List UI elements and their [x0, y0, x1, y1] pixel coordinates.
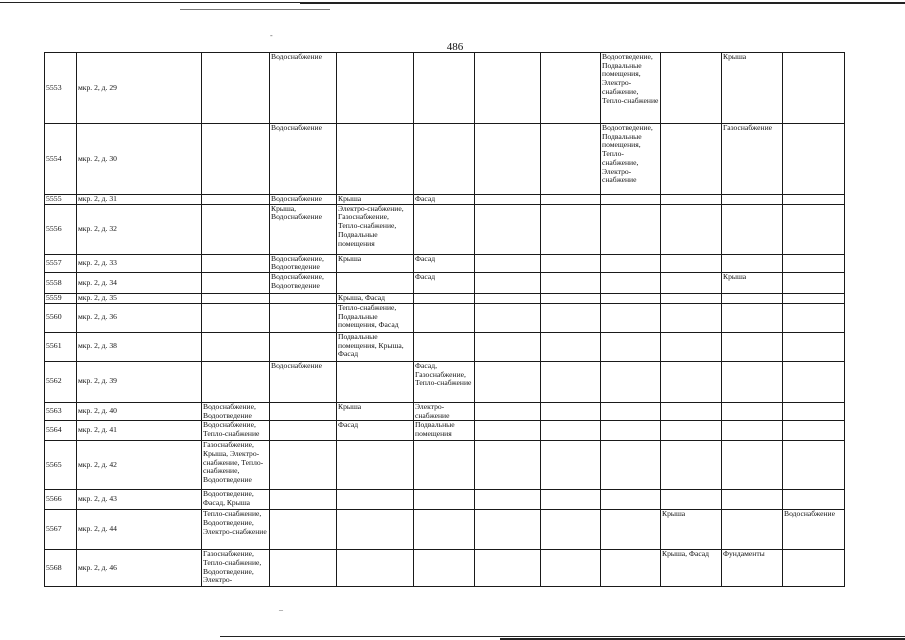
address-cell: мкр. 2, д. 30: [77, 124, 202, 195]
work-type-cell: [202, 195, 270, 205]
work-type-cell: Крыша: [337, 402, 414, 420]
work-type-cell: Газоснабжение: [722, 124, 783, 195]
work-type-cell: Фасад: [337, 421, 414, 441]
work-type-cell: [270, 303, 337, 332]
work-type-cell: [337, 273, 414, 294]
work-type-cell: [601, 441, 661, 490]
table-row: [45, 53, 845, 124]
work-type-cell: [475, 124, 541, 195]
table-row: [45, 195, 845, 205]
row-number-cell: 5555: [45, 195, 77, 205]
work-type-cell: [270, 441, 337, 490]
work-type-cell: [202, 303, 270, 332]
work-type-cell: [541, 303, 601, 332]
table-row: [45, 204, 845, 254]
work-type-cell: [414, 441, 475, 490]
work-type-cell: Фасад, Газоснабжение, Тепло-снабжение: [414, 361, 475, 402]
work-type-cell: [541, 402, 601, 420]
table-body: [45, 53, 845, 587]
table-row: [45, 421, 845, 441]
work-type-cell: [202, 332, 270, 361]
work-type-cell: [541, 490, 601, 510]
address-cell: мкр. 2, д. 43: [77, 490, 202, 510]
work-type-cell: [541, 421, 601, 441]
work-type-cell: [783, 124, 845, 195]
work-type-cell: [475, 361, 541, 402]
work-type-cell: Подвальные помещения: [414, 421, 475, 441]
work-type-cell: [661, 441, 722, 490]
work-type-cell: [414, 204, 475, 254]
address-cell: мкр. 2, д. 42: [77, 441, 202, 490]
work-type-cell: [541, 510, 601, 550]
work-type-cell: [601, 204, 661, 254]
work-type-cell: Фасад: [414, 254, 475, 272]
work-type-cell: [783, 361, 845, 402]
work-type-cell: [202, 254, 270, 272]
work-type-cell: [661, 303, 722, 332]
work-type-cell: Газоснабжение, Тепло-снабжение, Водоотведение, Электро-: [202, 550, 270, 587]
address-cell: мкр. 2, д. 46: [77, 550, 202, 587]
row-number-cell: 5568: [45, 550, 77, 587]
work-type-cell: Водоотведение, Подвальные помещения, Электро-снабжение, Тепло-снабжение: [601, 53, 661, 124]
work-type-cell: [722, 402, 783, 420]
work-type-cell: [475, 53, 541, 124]
row-number-cell: 5567: [45, 510, 77, 550]
work-type-cell: [722, 294, 783, 304]
work-type-cell: [783, 441, 845, 490]
work-type-cell: [661, 273, 722, 294]
scan-mark: -: [270, 31, 273, 40]
work-type-cell: [783, 402, 845, 420]
row-number-cell: 5566: [45, 490, 77, 510]
row-number-cell: 5553: [45, 53, 77, 124]
address-cell: мкр. 2, д. 36: [77, 303, 202, 332]
work-type-cell: [601, 303, 661, 332]
work-type-cell: [475, 294, 541, 304]
work-type-cell: [601, 402, 661, 420]
work-type-cell: [601, 550, 661, 587]
work-type-cell: [475, 402, 541, 420]
work-type-cell: Водоотведение, Фасад, Крыша: [202, 490, 270, 510]
row-number-cell: 5561: [45, 332, 77, 361]
work-type-cell: [783, 421, 845, 441]
table-row: [45, 294, 845, 304]
work-type-cell: [722, 421, 783, 441]
work-type-cell: [414, 490, 475, 510]
work-type-cell: [783, 204, 845, 254]
work-type-cell: Крыша: [722, 53, 783, 124]
work-type-cell: [601, 294, 661, 304]
work-type-cell: Фасад: [414, 195, 475, 205]
work-type-cell: [270, 550, 337, 587]
work-type-cell: Водоснабжение: [270, 53, 337, 124]
work-type-cell: [475, 510, 541, 550]
work-type-cell: [661, 421, 722, 441]
work-type-cell: [475, 303, 541, 332]
work-type-cell: [541, 204, 601, 254]
work-type-cell: Тепло-снабжение, Водоотведение, Электро-снабжение: [202, 510, 270, 550]
work-type-cell: [601, 254, 661, 272]
work-type-cell: [601, 490, 661, 510]
row-number-cell: 5559: [45, 294, 77, 304]
work-type-cell: [661, 490, 722, 510]
table-row: [45, 303, 845, 332]
work-type-cell: [337, 361, 414, 402]
work-type-cell: [601, 421, 661, 441]
work-type-cell: [337, 124, 414, 195]
address-cell: мкр. 2, д. 40: [77, 402, 202, 420]
table-row: [45, 124, 845, 195]
row-number-cell: 5558: [45, 273, 77, 294]
address-cell: мкр. 2, д. 39: [77, 361, 202, 402]
work-type-cell: [202, 204, 270, 254]
work-type-cell: [722, 303, 783, 332]
work-type-cell: [414, 510, 475, 550]
table-row: [45, 490, 845, 510]
work-type-cell: [414, 332, 475, 361]
work-type-cell: [202, 361, 270, 402]
work-type-cell: [722, 195, 783, 205]
work-type-cell: [722, 332, 783, 361]
work-type-cell: [661, 124, 722, 195]
work-type-cell: Тепло-снабжение, Подвальные помещения, Фасад: [337, 303, 414, 332]
work-type-cell: [475, 441, 541, 490]
table-row: [45, 550, 845, 587]
work-type-cell: [661, 254, 722, 272]
work-type-cell: [475, 254, 541, 272]
work-type-cell: [337, 53, 414, 124]
address-cell: мкр. 2, д. 29: [77, 53, 202, 124]
work-type-cell: [202, 273, 270, 294]
work-type-cell: [270, 294, 337, 304]
work-type-cell: [783, 195, 845, 205]
work-type-cell: [475, 421, 541, 441]
work-type-cell: [541, 294, 601, 304]
top-scan-line-short: [180, 9, 330, 10]
work-type-cell: [337, 490, 414, 510]
work-type-cell: Водоснабжение: [270, 361, 337, 402]
work-type-cell: [601, 195, 661, 205]
address-cell: мкр. 2, д. 34: [77, 273, 202, 294]
work-type-cell: [601, 332, 661, 361]
work-type-cell: [783, 303, 845, 332]
work-type-cell: [722, 204, 783, 254]
work-type-cell: [414, 53, 475, 124]
work-type-cell: [414, 303, 475, 332]
work-type-cell: [722, 441, 783, 490]
work-type-cell: [202, 124, 270, 195]
table-row: [45, 273, 845, 294]
row-number-cell: 5560: [45, 303, 77, 332]
bottom-scan-line: [220, 636, 905, 637]
work-type-cell: [541, 550, 601, 587]
work-type-cell: [541, 361, 601, 402]
work-type-cell: Крыша: [337, 254, 414, 272]
work-type-cell: Водоотведение, Подвальные помещения, Тепло-снабжение, Электро-снабжение: [601, 124, 661, 195]
work-type-cell: [783, 490, 845, 510]
work-type-cell: Крыша, Водоснабжение: [270, 204, 337, 254]
work-type-cell: [783, 254, 845, 272]
housing-repair-table: [44, 52, 845, 587]
work-type-cell: [722, 254, 783, 272]
row-number-cell: 5564: [45, 421, 77, 441]
work-type-cell: Газоснабжение, Крыша, Электро-снабжение, Тепло-снабжение, Водоотведение: [202, 441, 270, 490]
work-type-cell: [783, 53, 845, 124]
table-row: [45, 510, 845, 550]
table-row: [45, 254, 845, 272]
work-type-cell: [475, 273, 541, 294]
work-type-cell: [270, 402, 337, 420]
work-type-cell: Подвальные помещения, Крыша, Фасад: [337, 332, 414, 361]
address-cell: мкр. 2, д. 41: [77, 421, 202, 441]
work-type-cell: [783, 273, 845, 294]
work-type-cell: Крыша, Фасад: [661, 550, 722, 587]
work-type-cell: [783, 332, 845, 361]
work-type-cell: [722, 361, 783, 402]
work-type-cell: [661, 195, 722, 205]
work-type-cell: [601, 510, 661, 550]
row-number-cell: 5563: [45, 402, 77, 420]
table-row: [45, 361, 845, 402]
work-type-cell: [202, 294, 270, 304]
address-cell: мкр. 2, д. 44: [77, 510, 202, 550]
work-type-cell: [661, 361, 722, 402]
work-type-cell: [270, 421, 337, 441]
table-row: [45, 441, 845, 490]
work-type-cell: [661, 332, 722, 361]
work-type-cell: Водоснабжение: [783, 510, 845, 550]
row-number-cell: 5562: [45, 361, 77, 402]
work-type-cell: [783, 294, 845, 304]
work-type-cell: [475, 204, 541, 254]
work-type-cell: [337, 550, 414, 587]
work-type-cell: [414, 294, 475, 304]
work-type-cell: Фундаменты: [722, 550, 783, 587]
work-type-cell: Фасад: [414, 273, 475, 294]
work-type-cell: Водоснабжение, Водоотведение: [270, 273, 337, 294]
work-type-cell: [601, 361, 661, 402]
work-type-cell: [541, 273, 601, 294]
work-type-cell: [722, 490, 783, 510]
work-type-cell: [541, 332, 601, 361]
work-type-cell: [475, 490, 541, 510]
row-number-cell: 5557: [45, 254, 77, 272]
work-type-cell: [475, 550, 541, 587]
row-number-cell: 5556: [45, 204, 77, 254]
work-type-cell: [475, 332, 541, 361]
work-type-cell: Водоснабжение, Тепло-снабжение: [202, 421, 270, 441]
work-type-cell: [661, 402, 722, 420]
work-type-cell: [475, 195, 541, 205]
row-number-cell: 5554: [45, 124, 77, 195]
work-type-cell: [661, 204, 722, 254]
work-type-cell: [541, 53, 601, 124]
work-type-cell: [722, 510, 783, 550]
address-cell: мкр. 2, д. 32: [77, 204, 202, 254]
work-type-cell: [661, 53, 722, 124]
work-type-cell: [414, 124, 475, 195]
work-type-cell: Электро-снабжение, Газоснабжение, Тепло-снабжение, Подвальные помещения: [337, 204, 414, 254]
work-type-cell: Водоснабжение: [270, 195, 337, 205]
top-scan-line-bold: [300, 3, 905, 4]
scan-mark: –: [279, 605, 283, 614]
table-row: [45, 402, 845, 420]
work-type-cell: Крыша, Фасад: [337, 294, 414, 304]
row-number-cell: 5565: [45, 441, 77, 490]
work-type-cell: Водоснабжение: [270, 124, 337, 195]
work-type-cell: [541, 124, 601, 195]
work-type-cell: [541, 254, 601, 272]
work-type-cell: [337, 441, 414, 490]
work-type-cell: Крыша: [661, 510, 722, 550]
table-row: [45, 332, 845, 361]
work-type-cell: [270, 490, 337, 510]
work-type-cell: [783, 550, 845, 587]
work-type-cell: Крыша: [722, 273, 783, 294]
work-type-cell: Водоснабжение, Водоотведение: [270, 254, 337, 272]
address-cell: мкр. 2, д. 31: [77, 195, 202, 205]
work-type-cell: Крыша: [337, 195, 414, 205]
work-type-cell: Электро-снабжение: [414, 402, 475, 420]
work-type-cell: [337, 510, 414, 550]
work-type-cell: [601, 273, 661, 294]
work-type-cell: Водоснабжение, Водоотведение: [202, 402, 270, 420]
address-cell: мкр. 2, д. 35: [77, 294, 202, 304]
address-cell: мкр. 2, д. 38: [77, 332, 202, 361]
work-type-cell: [202, 53, 270, 124]
work-type-cell: [270, 332, 337, 361]
page-number: 486: [446, 41, 464, 53]
address-cell: мкр. 2, д. 33: [77, 254, 202, 272]
work-type-cell: [541, 195, 601, 205]
work-type-cell: [661, 294, 722, 304]
work-type-cell: [414, 550, 475, 587]
work-type-cell: [270, 510, 337, 550]
work-type-cell: [541, 441, 601, 490]
